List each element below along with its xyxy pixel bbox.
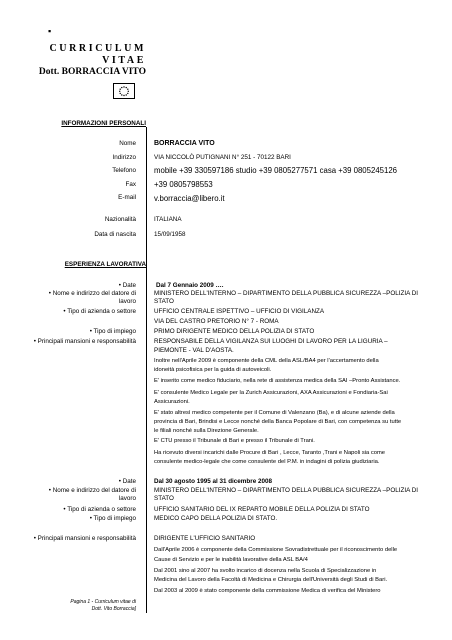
- job1-duties-label: • Principali mansioni e responsabilità: [33, 338, 136, 345]
- label-fax: Fax: [125, 181, 136, 188]
- value-email: v.borraccia@libero.it: [154, 194, 225, 203]
- job2-duty-line: Dal 2003 al 2009 è stato componente della commissione Medica di verifica del Ministero: [154, 588, 381, 594]
- job1-sector-1: UFFICIO CENTRALE ISPETTIVO – UFFICIO DI VIGILANZA: [154, 308, 325, 315]
- job2-duties-label: • Principali mansioni e responsabilità: [33, 535, 136, 542]
- label-data-nascita: Data di nascita: [94, 231, 136, 238]
- label-indirizzo: Indirizzo: [112, 154, 136, 161]
- job1-duty-line: provincia di Bari, Brindisi e Lecce nonché della Banca Popolare di Bari, con competenza su tutte: [154, 419, 402, 425]
- job2-date-label: • Date: [118, 478, 136, 485]
- job2-employer-1: MINISTERO DELL'INTERNO – DIPARTIMENTO DELLA PUBBLICA SICUREZZA –POLIZIA DI: [154, 487, 418, 494]
- job1-employer-label-2: lavoro: [118, 298, 136, 305]
- header-bullet: ▪: [48, 26, 52, 36]
- job2-duty-line: Dall'Aprile 2006 è componente della Commissione Sovradistrettuale per il riconoscimento delle: [154, 547, 398, 553]
- value-fax: +39 0805798553: [154, 180, 213, 189]
- job2-sector-label: • Tipo di azienda o settore: [63, 506, 136, 513]
- job1-duty-line: Inoltre nell'Aprile 2009 è componente della CML della ASL/BA4 per l'accertamento della: [154, 358, 379, 364]
- label-email: E-mail: [118, 194, 136, 201]
- job2-employer-2: STATO: [154, 495, 174, 502]
- cv-name: Dott. BORRACCIA VITO: [38, 67, 146, 77]
- label-nazionalita: Nazionalità: [104, 216, 136, 223]
- job1-duty-line: Assicurazioni.: [154, 399, 190, 405]
- job1-duty-line: consulente medico-legale che come consulente del P.M. in indagini di polizia giudiziaria.: [154, 459, 380, 465]
- job1-sector-2: VIA DEL CASTRO PRETORIO N° 7 - ROMA: [154, 318, 279, 325]
- section-title-personal: INFORMAZIONI PERSONALI: [61, 120, 146, 127]
- value-data-nascita: 15/09/1958: [154, 231, 186, 238]
- job2-type-label: • Tipo di impiego: [89, 515, 136, 522]
- job2-sector: UFFICIO SANITARIO DEL IX REPARTO MOBILE DELLA POLIZIA DI STATO: [154, 506, 370, 513]
- job1-duty-line: E' stato altresì medico competente per il Comune di Valenzano (Ba), e di alcune aziende della: [154, 410, 395, 416]
- job1-duty-line: PIEMONTE - VAL D'AOSTA.: [154, 347, 234, 354]
- job2-duty-line: DIRIGENTE L'UFFICIO SANITARIO: [154, 535, 256, 542]
- job2-duty-line: Dal 2001 sino al 2007 ha svolto incarico di docenza nella Scuola di Specializzazione in: [154, 568, 377, 574]
- job1-duty-line: le filiali nonché sulla Direzione Generale.: [154, 428, 259, 434]
- section-title-experience: ESPERIENZA LAVORATIVA: [64, 261, 146, 268]
- job1-date: Dal 7 Gennaio 2009 ….: [156, 282, 224, 289]
- cv-title-line2: VITAE: [102, 55, 146, 66]
- job2-employer-label-1: • Nome e indirizzo del datore di: [48, 487, 136, 494]
- value-nazionalita: ITALIANA: [154, 216, 182, 223]
- job2-duty-line: Cause di Servizio e per le inabilità lavorative della ASL BA/4: [154, 557, 308, 563]
- footer-line2: Dott. Vito Borraccia]: [91, 606, 136, 612]
- job1-duty-line: idoneità psicofisica per la guida di autoveicoli.: [154, 367, 272, 373]
- footer-line1: Pagina 1 - Curriculum vitae di: [70, 599, 136, 605]
- label-nome: Nome: [119, 140, 136, 147]
- job1-duty-line: RESPONSABILE DELLA VIGILANZA SUI LUOGHI DI LAVORO PER LA LIGURIA –: [154, 338, 388, 345]
- job1-duty-line: E' CTU presso il Tribunale di Bari e presso il Tribunale di Trani.: [154, 438, 315, 444]
- job1-type: PRIMO DIRIGENTE MEDICO DELLA POLIZIA DI STATO: [154, 328, 315, 335]
- cv-title-line1: CURRICULUM: [49, 43, 146, 54]
- job1-type-label: • Tipo di impiego: [89, 328, 136, 335]
- job2-duty-line: Medicina del Lavoro della Facoltà di Medicina e Chirurgia dell'Università degli Studi di Bari.: [154, 577, 388, 583]
- job2-employer-label-2: lavoro: [118, 495, 136, 502]
- value-telefono: mobile +39 330597186 studio +39 0805277571 casa +39 0805245126: [154, 166, 398, 175]
- job1-duty-line: Ha ricevuto diversi incarichi dalle Procure di Bari , Lecce, Taranto ,Trani e Napoli sia come: [154, 450, 386, 456]
- job1-duty-line: E' consulente Medico Legale per la Zurich Assicurazioni, AXA Assicurazioni e Fondiaria-Sai: [154, 390, 388, 396]
- job1-employer-label-1: • Nome e indirizzo del datore di: [48, 290, 136, 297]
- value-indirizzo: VIA NICCOLÒ PUTIGNANI N° 251 - 70122 BARI: [154, 154, 291, 161]
- job1-duty-line: E' inserito come medico fiduciario, nella rete di assistenza medica della SAI –Pronto Assistance.: [154, 378, 401, 384]
- job1-date-label: • Date: [118, 282, 136, 289]
- value-nome: BORRACCIA VITO: [154, 140, 215, 147]
- label-telefono: Telefono: [112, 167, 136, 174]
- job1-employer-1: MINISTERO DELL'INTERNO – DIPARTIMENTO DELLA PUBBLICA SICUREZZA –POLIZIA DI: [154, 290, 418, 297]
- column-divider: [146, 127, 147, 613]
- job1-employer-2: STATO: [154, 298, 174, 305]
- job2-date: Dal 30 agosto 1995 al 31 dicembre 2008: [154, 478, 272, 485]
- job2-type: MEDICO CAPO DELLA POLIZIA DI STATO.: [154, 515, 278, 522]
- eu-flag-icon: [113, 83, 135, 99]
- job1-sector-label: • Tipo di azienda o settore: [63, 308, 136, 315]
